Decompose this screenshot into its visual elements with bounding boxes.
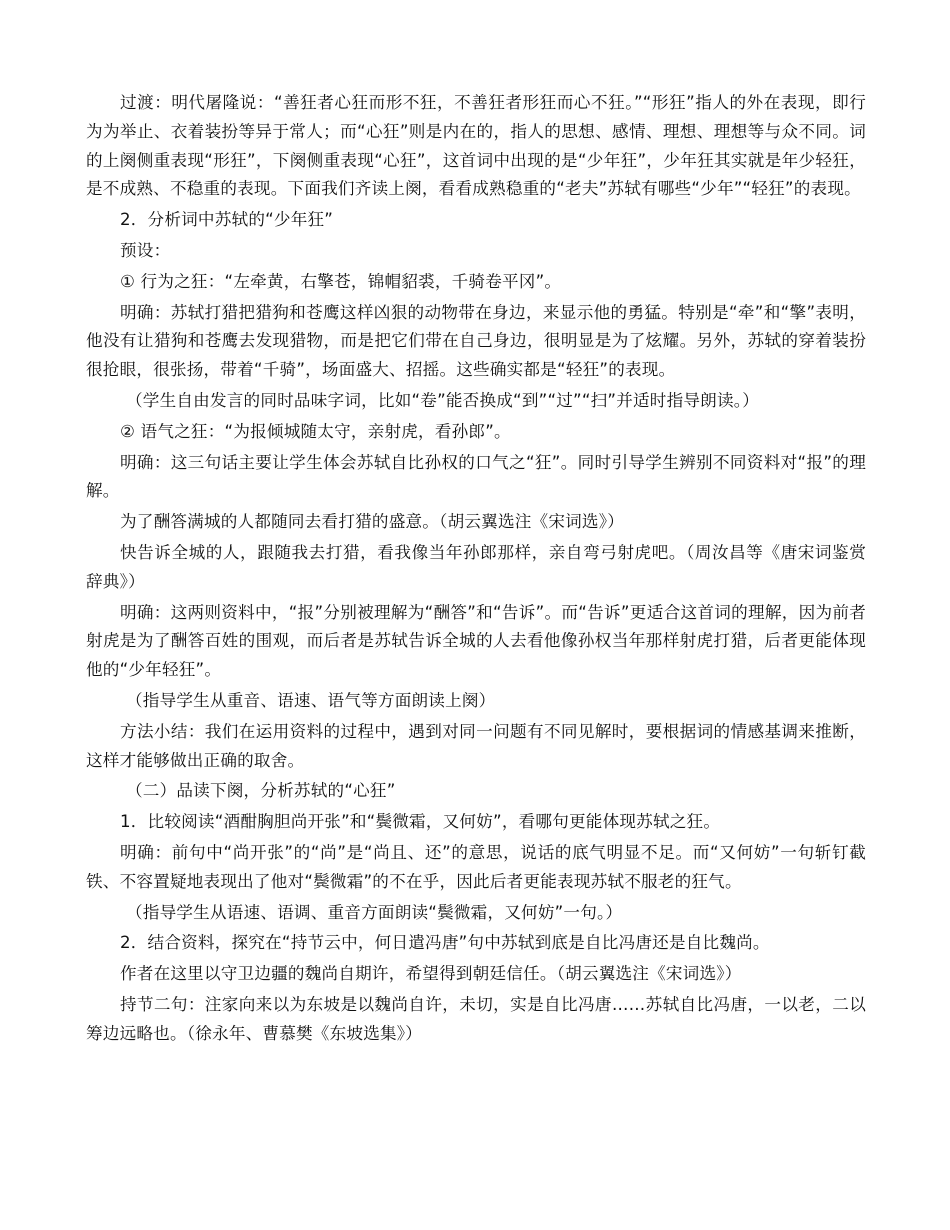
point-tone-madness: ② 语气之狂：“为报倾城随太守，亲射虎，看孙郎”。	[120, 421, 511, 441]
quote-hu-yunyi-2: 作者在这里以守卫边疆的魏尚自期许，希望得到朝廷信任。（胡云翼选注《宋词选》）	[120, 964, 742, 984]
heading-analysis-youth-madness: 2．分析词中苏轼的“少年狂”	[120, 210, 334, 230]
paragraph-transition: 过渡：明代屠隆说：“善狂者心狂而形不狂，不善狂者形狂而心不狂。”“形狂”指人的外在表现，即行为为举止、衣着装扮等异于常人；而“心狂”则是内在的，指人的思想、感情、理想、理想等与众不同。词的上阕侧重表现“形狂”，下阕侧重表现“心狂”，这首词中出现的是“少年狂”，少年狂其实就是年少轻狂，是不成熟、不稳重的表现。下面我们齐读上阕，看看成熟稳重的“老夫”苏轼有哪些“少年”“轻狂”的表现。	[86, 93, 866, 199]
paragraph-clarify-tone: 明确：这三句话主要让学生体会苏轼自比孙权的口气之“狂”。同时引导学生辨别不同资料对“报”的理解。	[86, 452, 866, 501]
question-feng-tang: 2．结合资料，探究在“持节云中，何日遣冯唐”句中苏轼到底是自比冯唐还是自比魏尚。	[120, 933, 770, 953]
paragraph-clarify-compare: 明确：前句中“尚开张”的“尚”是“尚且、还”的意思，说话的底气明显不足。而“又何妨”一句斩钉截铁、不容置疑地表现出了他对“鬓微霜”的不在乎，因此后者更能表现苏轼不服老的狂气。	[86, 842, 866, 891]
quote-xu-cao: 持节二句：注家向来以为东坡是以魏尚自许，未切，实是自比冯唐……苏轼自比冯唐，一以老，二以筹边远略也。（徐永年、曹慕樊《东坡选集》）	[86, 994, 866, 1043]
paragraph-clarify-bao: 明确：这两则资料中，“报”分别被理解为“酬答”和“告诉”。而“告诉”更适合这首词的理解，因为前者射虎是为了酬答百姓的围观，而后者是苏轼告诉全城的人去看他像孙权当年那样射虎打猎，后者更能体现他的“少年轻狂”。	[86, 602, 866, 680]
question-compare-reading: 1．比较阅读“酒酣胸胆尚开张”和“鬓微霜，又何妨”，看哪句更能体现苏轼之狂。	[120, 812, 721, 832]
quote-hu-yunyi-1: 为了酬答满城的人都随同去看打猎的盛意。（胡云翼选注《宋词选》）	[120, 512, 625, 532]
paragraph-method-summary: 方法小结：我们在运用资料的过程中，遇到对同一问题有不同见解时，要根据词的情感基调来推断，这样才能够做出正确的取舍。	[86, 721, 866, 770]
note-read-line: （指导学生从语速、语调、重音方面朗读“鬓微霜，又何妨”一句。）	[126, 902, 623, 922]
paragraph-clarify-behavior: 明确：苏轼打猎把猎狗和苍鹰这样凶狠的动物带在身边，来显示他的勇猛。特别是“牵”和“擎”表明，他没有让猎狗和苍鹰去发现猎物，而是把它们带在自己身边，很明显是为了炫耀。另外，苏轼的穿着装扮很抢眼，很张扬，带着“千骑”，场面盛大、招摇。这些确实都是“轻狂”的表现。	[86, 302, 866, 380]
note-read-upper: （指导学生从重音、语速、语气等方面朗读上阕）	[126, 690, 496, 710]
document-page	[86, 89, 866, 1051]
point-behavior-madness: ① 行为之狂：“左牵黄，右擎苍，锦帽貂裘，千骑卷平冈”。	[120, 271, 562, 291]
quote-zhou-ruchang: 快告诉全城的人，跟随我去打猎，看我像当年孙郎那样，亲自弯弓射虎吧。（周汝昌等《唐宋词鉴赏辞典》）	[86, 542, 866, 591]
heading-lower-stanza: （二）品读下阕，分析苏轼的“心狂”	[126, 781, 396, 801]
note-student-discussion: （学生自由发言的同时品味字词，比如“卷”能否换成“到”“过”“扫”并适时指导朗读。）	[126, 390, 760, 410]
label-preset: 预设：	[120, 240, 171, 260]
